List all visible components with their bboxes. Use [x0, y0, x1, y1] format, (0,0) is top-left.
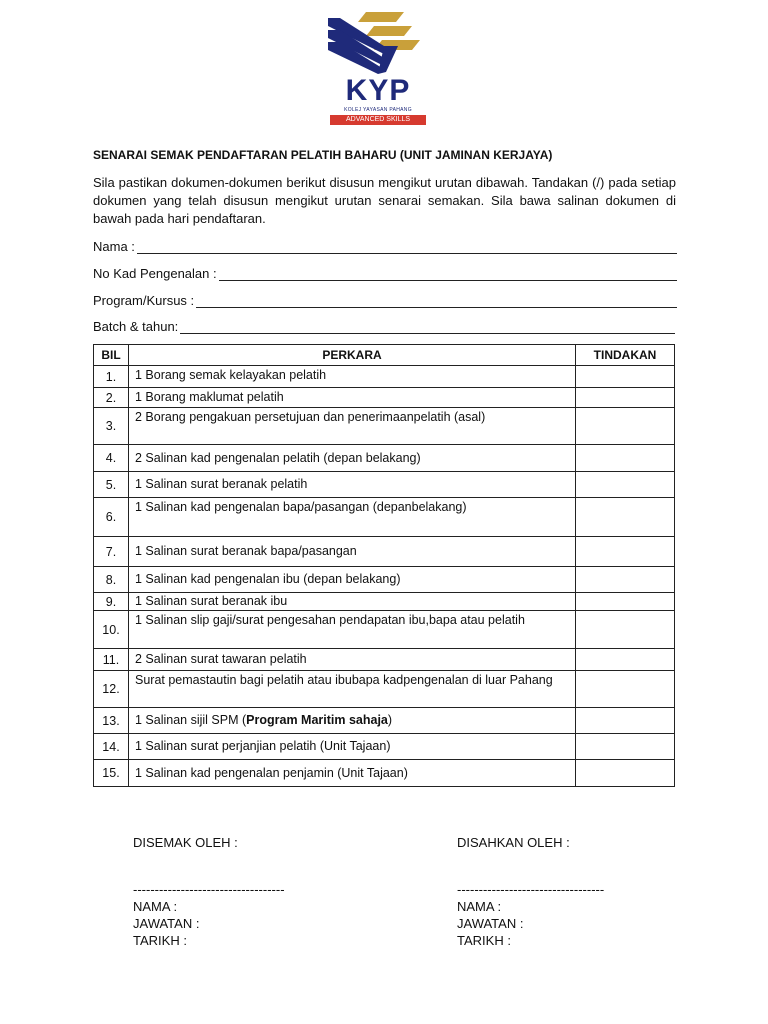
nama-line[interactable] [137, 241, 677, 254]
row-item: 1 Salinan kad pengenalan penjamin (Unit Tajaan) [129, 760, 576, 787]
row-number: 11. [94, 649, 129, 671]
row-item-bold: Program Maritim sahaja [246, 713, 388, 727]
table-row [94, 593, 675, 611]
row-item-suffix: ) [387, 713, 393, 727]
tindakan-cell[interactable] [576, 708, 675, 734]
tindakan-cell[interactable] [576, 408, 675, 445]
logo-abbrev: KYP [345, 74, 411, 107]
instructions-paragraph: Sila pastikan dokumen-dokumen berikut disusun mengikut urutan dibawah. Tandakan (/) pada setiap dokumen yang telah disusun mengikut urutan senarai semakan. Sila bawa salinan dokumen di bawah pada hari pendaftaran. [93, 175, 676, 226]
tindakan-cell[interactable] [576, 611, 675, 649]
jawatan-label: JAWATAN : [457, 916, 524, 931]
tindakan-header: TINDAKAN [576, 345, 675, 366]
row-item: 1 Salinan kad pengenalan ibu (depan belakang) [129, 567, 576, 593]
table-header-row [94, 345, 675, 366]
row-number: 9. [94, 593, 129, 611]
document-title: SENARAI SEMAK PENDAFTARAN PELATIH BAHARU (UNIT JAMINAN KERJAYA) [93, 148, 553, 162]
tindakan-cell[interactable] [576, 593, 675, 611]
table-row [94, 537, 675, 567]
row-number: 2. [94, 388, 129, 408]
nama-label: NAMA : [133, 899, 178, 914]
tindakan-cell[interactable] [576, 366, 675, 388]
table-row [94, 611, 675, 649]
table-row [94, 671, 675, 708]
tindakan-cell[interactable] [576, 472, 675, 498]
disemak-heading: DISEMAK OLEH : [133, 835, 238, 850]
signature-block-checked [133, 834, 285, 949]
checklist-table [93, 344, 675, 787]
program-line[interactable] [196, 295, 677, 308]
bil-header: BIL [94, 345, 129, 366]
row-number: 10. [94, 611, 129, 649]
row-number: 5. [94, 472, 129, 498]
nama-label: NAMA : [457, 899, 502, 914]
ic-field[interactable] [93, 263, 677, 281]
table-row [94, 649, 675, 671]
row-item: 1 Salinan surat beranak ibu [129, 593, 576, 611]
row-item: 1 Salinan surat perjanjian pelatih (Unit Tajaan) [129, 734, 576, 760]
row-number: 14. [94, 734, 129, 760]
table-row [94, 366, 675, 388]
tarikh-label: TARIKH : [457, 933, 511, 948]
row-item: 2 Salinan kad pengenalan pelatih (depan belakang) [129, 445, 576, 472]
tindakan-cell[interactable] [576, 649, 675, 671]
disahkan-heading: DISAHKAN OLEH : [457, 835, 570, 850]
program-field[interactable] [93, 290, 677, 308]
row-item-prefix: 1 Salinan sijil SPM ( [135, 713, 247, 727]
kyp-emblem-icon [326, 10, 430, 76]
row-number: 7. [94, 537, 129, 567]
row-number: 6. [94, 498, 129, 537]
row-item: 1 Salinan surat beranak pelatih [129, 472, 576, 498]
table-row [94, 472, 675, 498]
nama-field[interactable] [93, 236, 677, 254]
batch-field[interactable] [93, 316, 675, 334]
ic-label: No Kad Pengenalan : [93, 266, 217, 281]
logo-college-name: KOLEJ YAYASAN PAHANG [344, 107, 412, 113]
table-row [94, 388, 675, 408]
row-number: 4. [94, 445, 129, 472]
tindakan-cell[interactable] [576, 537, 675, 567]
row-number: 13. [94, 708, 129, 734]
row-number: 1. [94, 366, 129, 388]
table-row [94, 734, 675, 760]
logo-tagline: ADVANCED SKILLS [330, 115, 426, 125]
row-item: 1 Borang maklumat pelatih [129, 388, 576, 408]
tindakan-cell[interactable] [576, 445, 675, 472]
jawatan-label: JAWATAN : [133, 916, 200, 931]
table-row [94, 567, 675, 593]
row-item: Surat pemastautin bagi pelatih atau ibubapa kadpengenalan di luar Pahang [129, 671, 576, 708]
table-row [94, 760, 675, 787]
row-item: 1 Salinan kad pengenalan bapa/pasangan (depanbelakang) [129, 498, 576, 537]
table-row [94, 498, 675, 537]
nama-label: Nama : [93, 239, 135, 254]
tindakan-cell[interactable] [576, 388, 675, 408]
row-item: 2 Borang pengakuan persetujuan dan penerimaanpelatih (asal) [129, 408, 576, 445]
signature-line[interactable]: ----------------------------------- [133, 882, 285, 897]
table-row [94, 445, 675, 472]
signature-block-approved [457, 834, 604, 949]
tindakan-cell[interactable] [576, 567, 675, 593]
tarikh-label: TARIKH : [133, 933, 187, 948]
row-number: 8. [94, 567, 129, 593]
tindakan-cell[interactable] [576, 734, 675, 760]
batch-label: Batch & tahun: [93, 319, 179, 334]
row-number: 12. [94, 671, 129, 708]
row-item: 1 Salinan surat beranak bapa/pasangan [129, 537, 576, 567]
tindakan-cell[interactable] [576, 671, 675, 708]
batch-line[interactable] [180, 321, 675, 334]
perkara-header: PERKARA [129, 345, 576, 366]
row-item: 1 Salinan slip gaji/surat pengesahan pendapatan ibu,bapa atau pelatih [129, 611, 576, 649]
row-item: 2 Salinan surat tawaran pelatih [129, 649, 576, 671]
kyp-logo [326, 10, 430, 126]
row-number: 3. [94, 408, 129, 445]
program-label: Program/Kursus : [93, 293, 195, 308]
signature-line[interactable]: ---------------------------------- [457, 882, 605, 897]
tindakan-cell[interactable] [576, 498, 675, 537]
row-number: 15. [94, 760, 129, 787]
table-row [94, 408, 675, 445]
row-item: 1 Borang semak kelayakan pelatih [129, 366, 576, 388]
tindakan-cell[interactable] [576, 760, 675, 787]
ic-line[interactable] [219, 268, 677, 281]
row-item [129, 708, 576, 734]
table-row [94, 708, 675, 734]
